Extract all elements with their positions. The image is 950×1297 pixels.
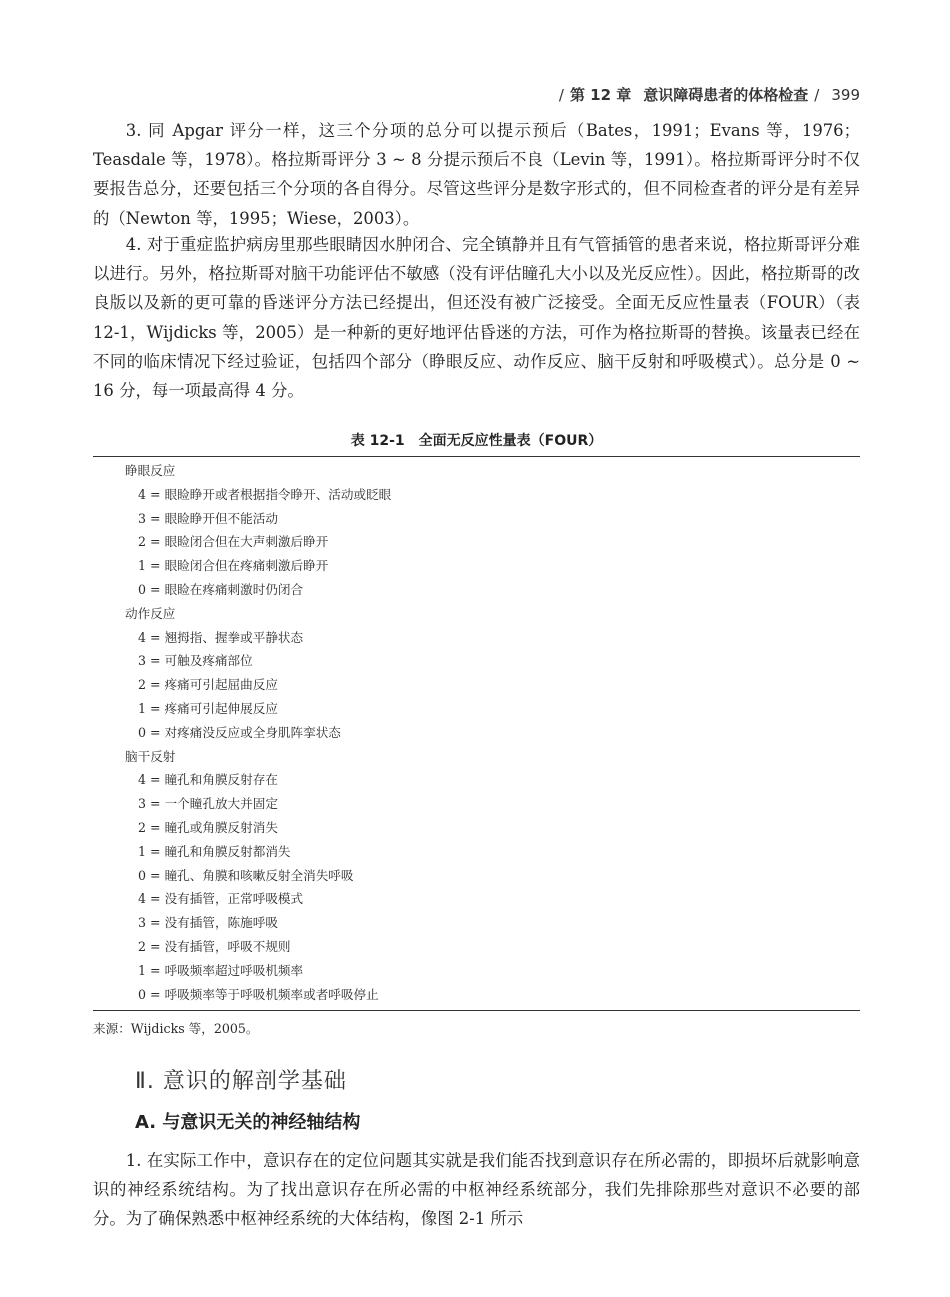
chapter-title: 意识障碍患者的体格检查	[643, 86, 809, 104]
table-row: 1 = 眼睑闭合但在疼痛刺激后睁开	[138, 558, 329, 574]
running-header: / 第 12 章 意识障碍患者的体格检查 / 399	[558, 86, 860, 104]
table-number: 表 12-1	[350, 433, 405, 449]
table-row: 3 = 可触及疼痛部位	[138, 653, 253, 669]
table-row: 0 = 眼睑在疼痛刺激时仍闭合	[138, 581, 304, 597]
table-bottom-rule	[93, 1010, 860, 1011]
table-row: 1 = 瞳孔和角膜反射都消失	[138, 843, 291, 859]
paragraph-section-1: 1. 在实际工作中，意识存在的定位问题其实就是我们能否找到意识存在所必需的，即损坏后就影响意识的神经系统结构。为了找出意识存在所必需的中枢神经系统部分，我们先排除那些对意识不必要的部分。为了确保熟悉中枢神经系统的大体结构，像图 2-1 所示	[93, 1151, 860, 1229]
table-row: 3 = 一个瞳孔放大并固定	[138, 796, 278, 812]
table-row: 2 = 眼睑闭合但在大声刺激后睁开	[138, 534, 329, 550]
table-row: 0 = 对疼痛没反应或全身肌阵挛状态	[138, 724, 341, 740]
table-row: 4 = 翘拇指、握拳或平静状态	[138, 629, 304, 645]
table-row: 1 = 呼吸频率超过呼吸机频率	[138, 962, 304, 978]
subsection-heading: A. 与意识无关的神经轴结构	[135, 1112, 361, 1133]
section-heading: Ⅱ. 意识的解剖学基础	[135, 1069, 347, 1094]
table-row: 1 = 疼痛可引起伸展反应	[138, 700, 278, 716]
table-row: 4 = 没有插管，正常呼吸模式	[138, 891, 304, 907]
table-row: 2 = 没有插管，呼吸不规则	[138, 938, 291, 954]
table-row: 2 = 瞳孔或角膜反射消失	[138, 819, 278, 835]
table-group-heading: 睁眼反应	[125, 463, 176, 478]
table-row: 2 = 疼痛可引起屈曲反应	[138, 677, 278, 693]
paragraph-4: 4. 对于重症监护病房里那些眼睛因水肿闭合、完全镇静并且有气管插管的患者来说，格拉斯哥评分难以进行。另外，格拉斯哥对脑干功能评估不敏感（没有评估瞳孔大小以及光反应性）。因此，格拉斯哥的改良版以及新的更可靠的昏迷评分方法已经提出，但还没有被广泛接受。全面无反应性量表（FOUR）（表 12-1，Wijdicks 等，2005）是一种新的更好地评估昏迷的方法，可作为格拉斯哥的替换。该量表已经在不同的临床情况下经过验证，包括四个部分（睁眼反应、动作反应、脑干反射和呼吸模式）。总分是 0 ~ 16 分，每一项最高得 4 分。	[93, 235, 860, 401]
table-title: 全面无反应性量表（FOUR）	[418, 433, 603, 449]
table-row: 3 = 眼睑睁开但不能活动	[138, 510, 278, 526]
table-row: 0 = 瞳孔、角膜和咳嗽反射全消失呼吸	[138, 867, 354, 883]
table-caption	[93, 430, 860, 450]
chapter-label: 第 12 章	[569, 86, 632, 104]
table-row: 4 = 眼睑睁开或者根据指令睁开、活动或眨眼	[138, 486, 392, 502]
table-row: 4 = 瞳孔和角膜反射存在	[138, 772, 278, 788]
table-group-heading: 动作反应	[125, 605, 176, 621]
table-group-heading: 脑干反射	[125, 748, 176, 764]
table-source-note: 来源：Wijdicks 等，2005。	[93, 1021, 259, 1036]
four-score-table	[125, 459, 845, 1006]
table-row: 3 = 没有插管，陈施呼吸	[138, 915, 278, 931]
paragraph-3: 3. 同 Apgar 评分一样，这三个分项的总分可以提示预后（Bates，1991；Evans 等，1976；Teasdale 等，1978）。格拉斯哥评分 3 ~ 8 分提示预后不良（Levin 等，1991）。格拉斯哥评分时不仅要报告总分，还要包括三个分项的各自得分。尽管这些评分是数字形式的，但不同检查者的评分是有差异的（Newton 等，1995；Wiese，2003）。	[93, 121, 860, 228]
table-top-rule	[93, 456, 860, 457]
page-number: 399	[831, 86, 860, 104]
table-row: 0 = 呼吸频率等于呼吸机频率或者呼吸停止	[138, 986, 379, 1002]
